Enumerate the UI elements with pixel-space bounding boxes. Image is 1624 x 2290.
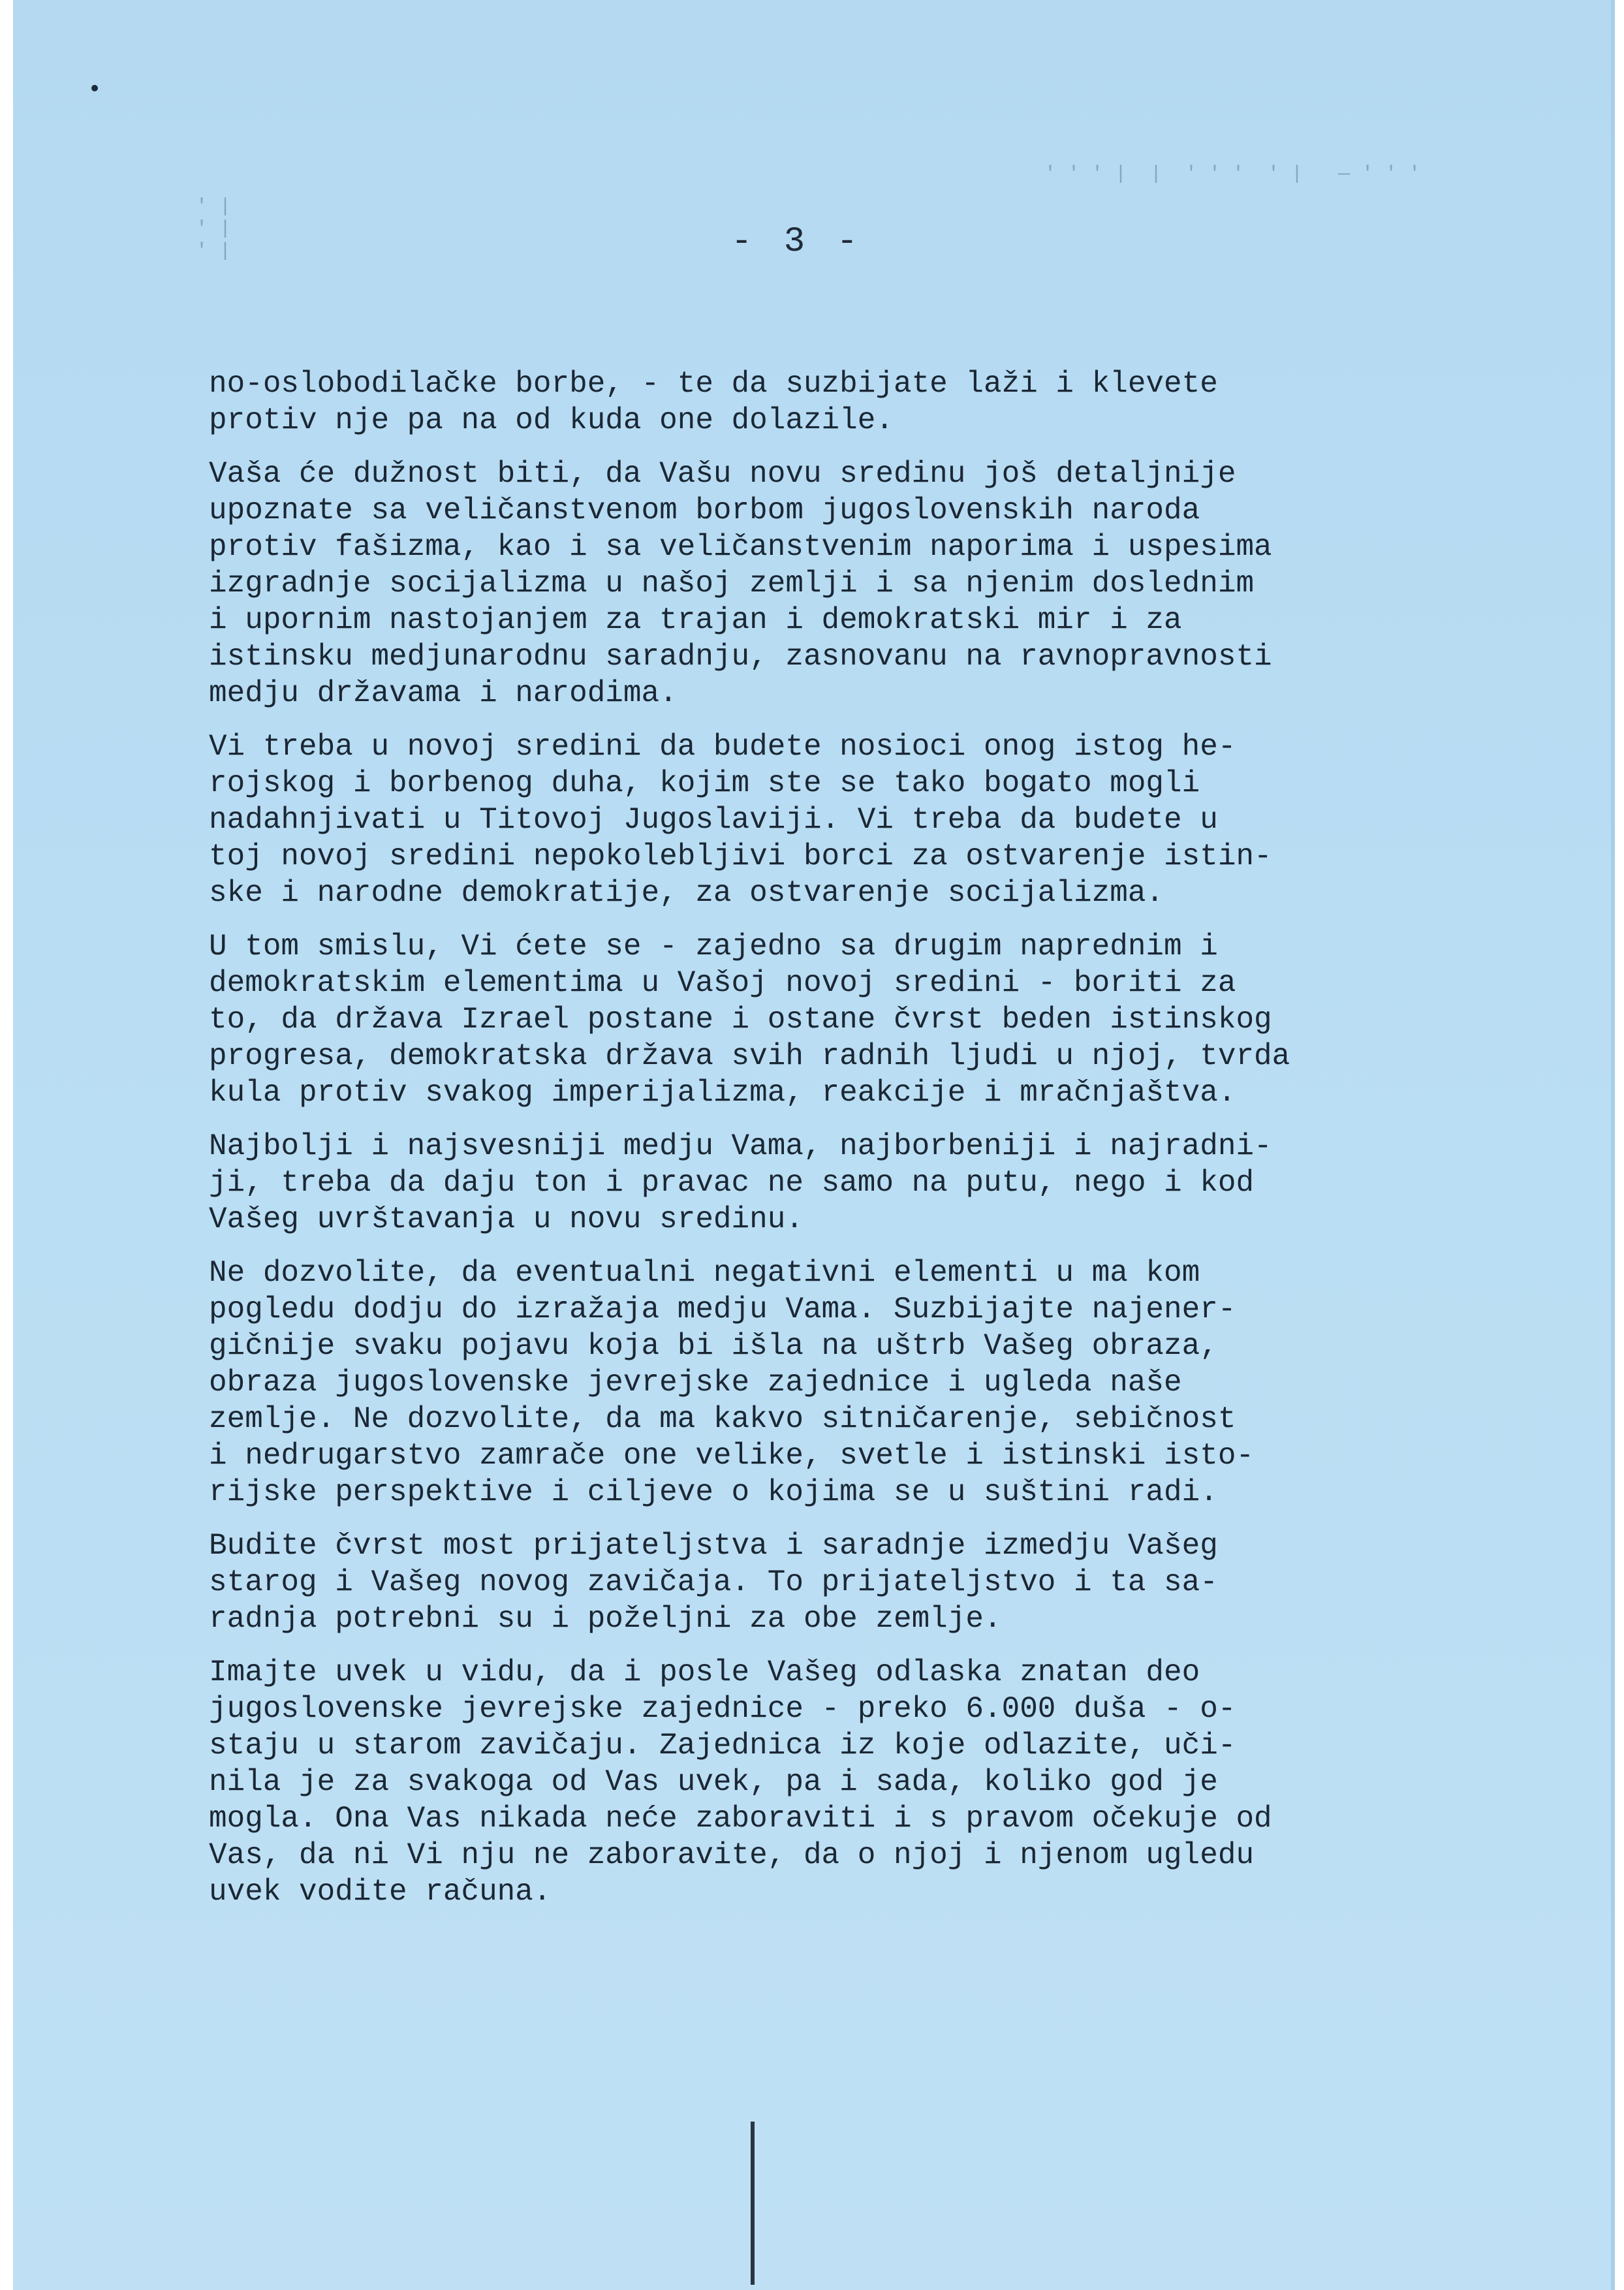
text-line: gičnije svaku pojavu koja bi išla na uštrb Vašeg obraza, [209,1329,1218,1363]
body-text [209,366,1410,1910]
text-line: rijske perspektive i ciljeve o kojima se u suštini radi. [209,1475,1218,1509]
text-line: rojskog i borbenog duha, kojim ste se tako bogato mogli [209,766,1200,800]
bleed-through-top-right: ' ' ' | | ' ' ' ' | — ' ' ' [1044,163,1421,185]
text-line: izgradnje socijalizma u našoj zemlji i sa njenim doslednim [209,567,1255,601]
text-line: Vi treba u novoj sredini da budete nosioci onog istog he- [209,730,1236,764]
paragraph [209,729,1410,911]
text-line: protiv fašizma, kao i sa veličanstvenim naporima i uspesima [209,530,1272,564]
text-line: Ne dozvolite, da eventualni negativni elementi u ma kom [209,1256,1200,1290]
paragraph [209,928,1410,1111]
paragraph [209,366,1410,439]
text-line: upoznate sa veličanstvenom borbom jugoslovenskih naroda [209,494,1200,527]
text-line: U tom smislu, Vi ćete se - zajedno sa drugim naprednim i [209,930,1218,964]
text-line: nila je za svakoga od Vas uvek, pa i sada, koliko god je [209,1765,1218,1799]
text-line: ji, treba da daju ton i pravac ne samo na putu, nego i kod [209,1166,1255,1200]
text-line: Imajte uvek u vidu, da i posle Vašeg odlaska znatan deo [209,1655,1200,1689]
text-line: Vas, da ni Vi nju ne zaboravite, da o njoj i njenom ugledu [209,1838,1255,1872]
text-line: i nedrugarstvo zamrače one velike, svetle i istinski isto- [209,1439,1255,1473]
text-line: to, da država Izrael postane i ostane čvrst beden istinskog [209,1003,1272,1037]
text-line: medju državama i narodima. [209,676,678,710]
text-line: istinsku medjunarodnu saradnju, zasnovanu na ravnopravnosti [209,640,1272,674]
paragraph-gap [209,712,1410,729]
text-line: no-oslobodilačke borbe, - te da suzbijate laži i klevete [209,367,1218,401]
text-line: protiv nje pa na od kuda one dolazile. [209,403,894,437]
page-number: - 3 - [731,222,864,262]
text-line: Najbolji i najsvesniji medju Vama, najborbeniji i najradni- [209,1129,1272,1163]
text-line: uvek vodite računa. [209,1875,552,1909]
text-line: Vaša će dužnost biti, da Vašu novu sredinu još detaljnije [209,457,1236,491]
text-line: Vašeg uvrštavanja u novu sredinu. [209,1202,804,1236]
text-line: mogla. Ona Vas nikada neće zaboraviti i s pravom očekuje od [209,1802,1272,1836]
text-line: toj novoj sredini nepokolebljivi borci za ostvarenje istin- [209,839,1272,873]
text-line: Budite čvrst most prijateljstva i saradnje izmedju Vašeg [209,1529,1218,1563]
text-line: i upornim nastojanjem za trajan i demokratski mir i za [209,603,1182,637]
text-line: obraza jugoslovenske jevrejske zajednice i ugleda naše [209,1366,1182,1400]
text-line: kula protiv svakog imperijalizma, reakcije i mračnjaštva. [209,1076,1236,1110]
punch-dot [91,85,98,91]
paragraph-gap [209,1238,1410,1255]
text-line: pogledu dodju do izražaja medju Vama. Suzbijajte najener- [209,1293,1236,1326]
paragraph [209,1128,1410,1238]
paragraph [209,1255,1410,1511]
text-line: demokratskim elementima u Vašoj novoj sredini - boriti za [209,966,1236,1000]
bottom-vertical-line [751,2122,755,2285]
document-page [13,0,1615,2290]
text-line: zemlje. Ne dozvolite, da ma kakvo sitničarenje, sebičnost [209,1402,1236,1436]
text-line: radnja potrebni su i poželjni za obe zemlje. [209,1602,1002,1636]
paragraph-gap [209,439,1410,456]
paragraph-gap [209,1111,1410,1128]
text-line: starog i Vašeg novog zavičaja. To prijateljstvo i ta sa- [209,1565,1218,1599]
text-line: ske i narodne demokratije, za ostvarenje socijalizma. [209,876,1164,910]
text-line: jugoslovenske jevrejske zajednice - preko 6.000 duša - o- [209,1692,1236,1726]
text-line: staju u starom zavičaju. Zajednica iz koje odlazite, uči- [209,1729,1236,1763]
paragraph [209,1654,1410,1910]
paragraph [209,456,1410,712]
text-line: nadahnjivati u Titovoj Jugoslaviji. Vi treba da budete u [209,803,1218,837]
text-line: progresa, demokratska država svih radnih ljudi u njoj, tvrdа [209,1039,1290,1073]
bleed-through-top-left: ' | ' | ' | [196,196,232,262]
paragraph-gap [209,911,1410,928]
paragraph-gap [209,1511,1410,1528]
paragraph-gap [209,1637,1410,1654]
paragraph [209,1528,1410,1637]
